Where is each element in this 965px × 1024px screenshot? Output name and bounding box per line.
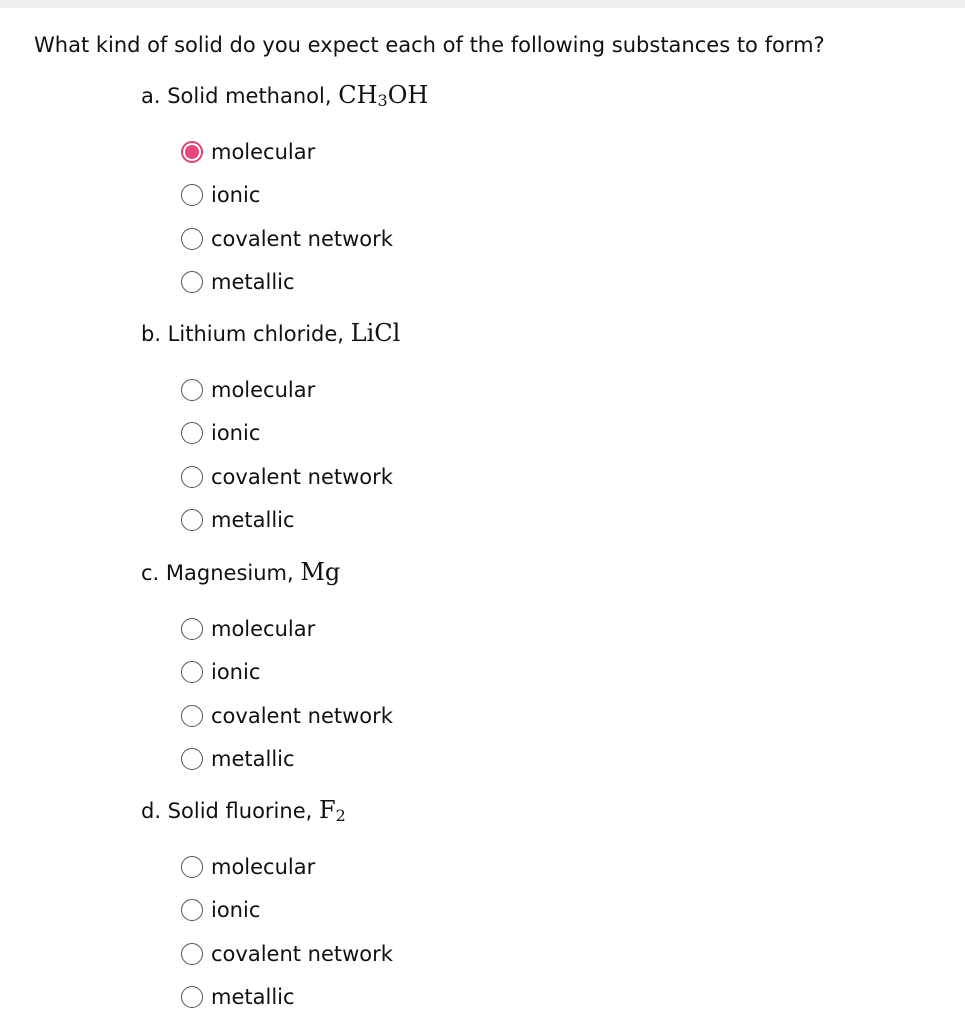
radio-unselected-icon[interactable] (181, 618, 203, 640)
part-d-formula-sub: 2 (335, 806, 346, 825)
part-c (141, 557, 841, 781)
part-a (141, 80, 841, 304)
part-a-label (141, 80, 841, 110)
part-c-options (181, 607, 841, 781)
radio-selected-icon[interactable] (181, 141, 203, 163)
radio-unselected-icon[interactable] (181, 379, 203, 401)
part-a-option-molecular[interactable] (181, 130, 841, 174)
option-label: molecular (211, 139, 316, 164)
part-b-option-metallic[interactable] (181, 499, 841, 543)
part-a-formula-sub: 3 (377, 91, 388, 110)
part-a-formula-post: OH (387, 81, 429, 109)
part-d-option-molecular[interactable] (181, 845, 841, 889)
part-a-option-metallic[interactable] (181, 261, 841, 305)
part-c-label (141, 557, 841, 587)
question-text: What kind of solid do you expect each of the following substances to form? (34, 33, 825, 57)
radio-unselected-icon[interactable] (181, 184, 203, 206)
option-label: covalent network (211, 703, 393, 728)
option-label: ionic (211, 660, 261, 685)
part-c-option-covalent-network[interactable] (181, 694, 841, 738)
radio-unselected-icon[interactable] (181, 422, 203, 444)
part-d-label (141, 795, 841, 825)
option-label: ionic (211, 421, 261, 446)
part-b-option-ionic[interactable] (181, 412, 841, 456)
option-label: metallic (211, 985, 295, 1010)
option-label: covalent network (211, 226, 393, 251)
option-label: molecular (211, 377, 316, 402)
part-b (141, 318, 841, 542)
part-b-option-covalent-network[interactable] (181, 455, 841, 499)
radio-unselected-icon[interactable] (181, 856, 203, 878)
part-d-formula (319, 796, 346, 824)
option-label: molecular (211, 854, 316, 879)
top-bar (0, 0, 965, 8)
part-d-formula-main: F (318, 796, 336, 824)
part-a-formula (338, 81, 428, 109)
part-d-options (181, 845, 841, 1019)
part-a-options (181, 130, 841, 304)
part-b-formula: LiCl (350, 319, 401, 347)
option-label: metallic (211, 270, 295, 295)
radio-unselected-icon[interactable] (181, 705, 203, 727)
part-d (141, 795, 841, 1019)
part-c-option-ionic[interactable] (181, 651, 841, 695)
option-label: molecular (211, 616, 316, 641)
part-a-formula-main: CH (338, 81, 378, 109)
option-label: metallic (211, 747, 295, 772)
part-b-label (141, 318, 841, 348)
part-d-option-metallic[interactable] (181, 976, 841, 1020)
radio-unselected-icon[interactable] (181, 943, 203, 965)
radio-unselected-icon[interactable] (181, 986, 203, 1008)
radio-unselected-icon[interactable] (181, 466, 203, 488)
option-label: ionic (211, 898, 261, 923)
part-a-label-text: a. Solid methanol, (141, 84, 339, 108)
radio-unselected-icon[interactable] (181, 899, 203, 921)
radio-unselected-icon[interactable] (181, 271, 203, 293)
option-label: covalent network (211, 941, 393, 966)
part-b-option-molecular[interactable] (181, 368, 841, 412)
option-label: metallic (211, 508, 295, 533)
part-c-option-molecular[interactable] (181, 607, 841, 651)
part-d-option-covalent-network[interactable] (181, 932, 841, 976)
part-d-option-ionic[interactable] (181, 889, 841, 933)
radio-unselected-icon[interactable] (181, 509, 203, 531)
part-c-label-text: c. Magnesium, (141, 561, 301, 585)
radio-unselected-icon[interactable] (181, 228, 203, 250)
part-b-options (181, 368, 841, 542)
part-d-label-text: d. Solid fluorine, (141, 799, 319, 823)
radio-unselected-icon[interactable] (181, 748, 203, 770)
part-a-option-covalent-network[interactable] (181, 217, 841, 261)
option-label: covalent network (211, 464, 393, 489)
part-c-option-metallic[interactable] (181, 738, 841, 782)
option-label: ionic (211, 183, 261, 208)
part-b-label-text: b. Lithium chloride, (141, 322, 351, 346)
part-c-formula: Mg (300, 558, 341, 586)
radio-unselected-icon[interactable] (181, 661, 203, 683)
part-a-option-ionic[interactable] (181, 174, 841, 218)
